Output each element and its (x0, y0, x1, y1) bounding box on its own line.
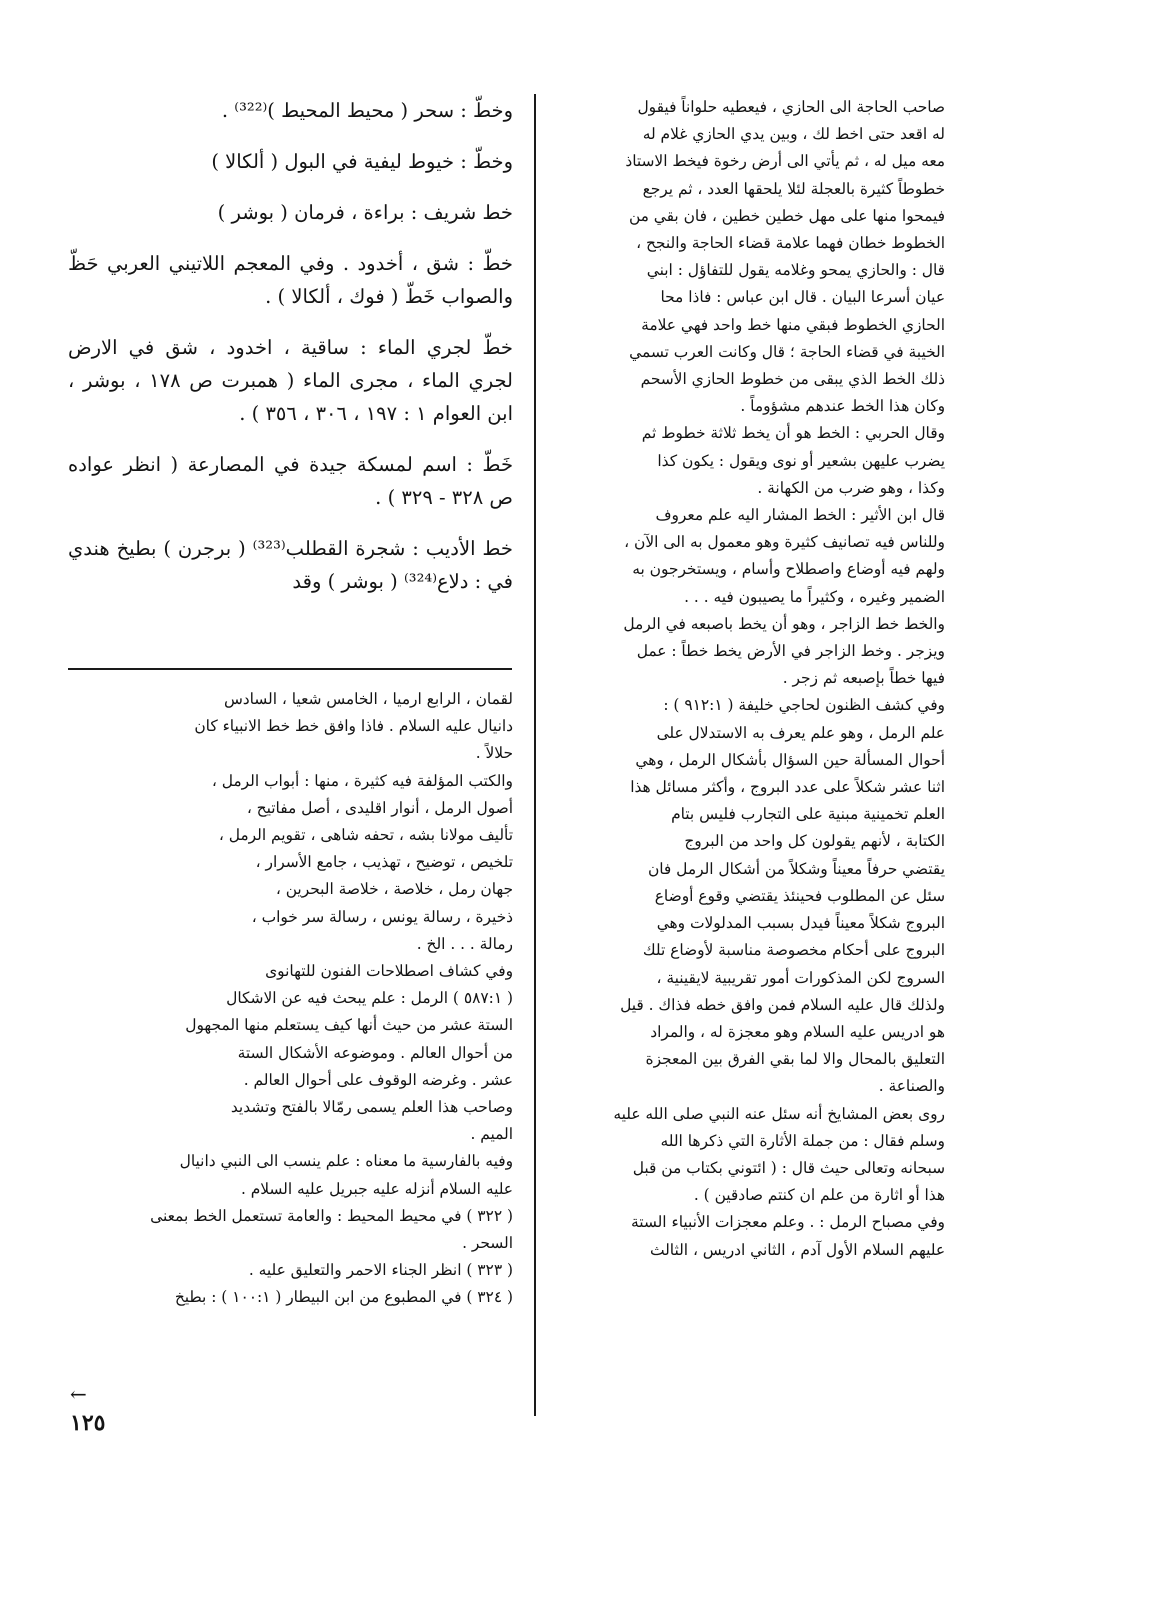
note-line: الستة عشر من حيث أنها كيف يستعلم منها المجهول (185, 1016, 513, 1035)
note-line: وفيه بالفارسية ما معناه : علم ينسب الى النبي دانيال (179, 1152, 513, 1171)
body-line: عيان أسرعا البيان . قال ابن عباس : فاذا محا (660, 288, 945, 307)
body-line: عليهم السلام الأول آدم ، الثاني ادريس ، الثالث (649, 1240, 945, 1259)
body-line: وسلم فقال : من جملة الأثارة التي ذكرها الله (660, 1131, 945, 1150)
note-line: والكتب المؤلفة فيه كثيرة ، منها : أبواب الرمل ، (211, 771, 513, 790)
body-line: وفي كشف الظنون لحاجي خليفة ( ٩١٢:١ ) : (663, 696, 945, 715)
body-line: علم الرمل ، وهو علم يعرف به الاستدلال على (656, 723, 945, 742)
body-line: ويزجر . وخط الزاجر في الأرض يخط خطاً : عمل (636, 642, 945, 661)
column-divider (534, 94, 536, 1416)
body-line: الخطوط خطان فهما علامة قضاء الحاجة والنجح ، (636, 234, 945, 253)
body-line: سبحانه وتعالى حيث قال : ( ائتوني بكتاب من قبل (632, 1158, 945, 1177)
body-line: قال : والحازي يمحو وغلامه يقول للتفاؤل : ابني (646, 261, 945, 280)
body-line: والصناعة . (878, 1077, 945, 1096)
footnote: ( ٣٢٢ ) في محيط المحيط : والعامة تستعمل الخط بمعنى (150, 1206, 513, 1225)
footnote: ( ٣٢٣ ) انظر الجناء الاحمر والتعليق عليه . (248, 1261, 513, 1280)
note-line: تلخيص ، توضيح ، تهذيب ، جامع الأسرار ، (255, 853, 513, 872)
dictionary-entry: وخطّ : سحر ( محيط المحيط )⁽³²²⁾ . (221, 99, 513, 122)
body-line: وقال الحربي : الخط هو أن يخط ثلاثة خطوط ثم (641, 424, 945, 443)
body-line: له اقعد حتى اخط لك ، وبين يدي الحازي غلام له (642, 125, 945, 144)
body-line: والخط خط الزاجر ، وهو أن يخط باصبعه في الرمل (623, 614, 945, 633)
body-line: التعليق بالمحال والا لما بقي الفرق بين المعجزة (645, 1050, 945, 1069)
body-line: يضرب عليهن بشعير أو نوى ويقول : يكون كذا (657, 451, 945, 470)
note-line: وفي كشاف اصطلاحات الفنون للتهانوى (265, 962, 513, 981)
note-line: دانيال عليه السلام . فاذا وافق خط خط الانبياء كان (194, 717, 513, 736)
note-line: ذخيرة ، رسالة يونس ، رسالة سر خواب ، (251, 907, 513, 926)
note-line: الميم . (470, 1125, 513, 1144)
note-line: رمالة . . . الخ . (416, 934, 513, 953)
body-line: وكان هذا الخط عندهم مشؤوماً . (740, 397, 945, 416)
body-line: ولذلك قال عليه السلام فمن وافق خطه فذاك . قيل (620, 995, 945, 1014)
dictionary-entry: خطّ لجري الماء : ساقية ، اخدود ، شق في الارض لجري الماء ، مجرى الماء ( همبرت ص ١٧٨ ، بوشر ، ابن العوام ١ : ١٩٧ ، ٣٠٦ ، ٣٥٦ ) . (68, 336, 513, 425)
body-line: معه ميل له ، ثم يأتي الى أرض رخوة فيخط الاستاذ (625, 152, 945, 171)
body-line: وللناس فيه تصانيف كثيرة وهو معمول به الى الآن ، (624, 533, 945, 552)
body-line: قال ابن الأثير : الخط المشار اليه علم معروف (655, 506, 945, 525)
body-line: أحوال المسألة حين السؤال بأشكال الرمل ، وهي (635, 750, 945, 769)
body-line: الضمير وغيره ، وكثيراً ما يصيبون فيه . . . (684, 587, 945, 606)
body-line: صاحب الحاجة الى الحازي ، فيعطيه حلواناً فيقول (637, 98, 945, 116)
body-line: الحازي الخطوط فبقي منها خط واحد فهي علامة (641, 315, 945, 334)
body-line: وفي مصباح الرمل : . وعلم معجزات الأنبياء الستة (630, 1213, 945, 1232)
body-line: فيها خطاً بإصبعه ثم زجر . (782, 669, 945, 688)
right-column (545, 94, 945, 1264)
left-column (68, 94, 513, 616)
note-line: من أحوال العالم . وموضوعه الأشكال الستة (237, 1043, 513, 1062)
dictionary-entry: خط شريف : براءة ، فرمان ( بوشر ) (217, 201, 513, 224)
body-line: الكتابة ، لأنهم يقولون كل واحد من البروج (684, 832, 945, 851)
body-line: البروج على أحكام مخصوصة مناسبة لأوضاع تلك (642, 941, 945, 960)
continuation-arrow-icon: ← (70, 1382, 87, 1406)
body-line: سئل عن المطلوب فحينئذ يقتضي وقوع أوضاع (654, 886, 945, 905)
note-line: حلالاً . (475, 744, 513, 763)
note-line: جهان رمل ، خلاصة ، خلاصة البحرين ، (275, 880, 513, 899)
body-line: السروج لكن المذكورات أمور تقريبية لايقينية ، (656, 968, 945, 987)
page-number: ١٢٥ (70, 1410, 106, 1436)
footnote: ( ٣٢٤ ) في المطبوع من ابن البيطار ( ١٠٠:١ ) : بطيخ (174, 1288, 513, 1307)
body-line: الخيبة في قضاء الحاجة ؛ قال وكانت العرب تسمي (629, 342, 945, 361)
body-line: يقتضي حرفاً معيناً وشكلاً من أشكال الرمل فان (647, 859, 945, 878)
dictionary-entry: وخطّ : خيوط ليفية في البول ( ألكالا ) (211, 150, 513, 173)
body-line: روى بعض المشايخ أنه سئل عنه النبي صلى الله عليه (613, 1104, 945, 1123)
body-line: خطوطاً كثيرة بالعجلة لئلا يلحقها العدد ، ثم يرجع (642, 179, 945, 198)
body-line: هو ادريس عليه السلام وهو معجزة له ، والمراد (650, 1022, 945, 1041)
footnote-separator (68, 668, 512, 670)
note-line: وصاحب هذا العلم يسمى رمّالا بالفتح وتشديد (230, 1098, 513, 1117)
body-line: فيمحوا منها على مهل خطين خطين ، فان بقي من (628, 206, 945, 225)
note-line: تأليف مولانا بشه ، تحفه شاهى ، تقويم الرمل ، (218, 826, 513, 845)
dictionary-entry: خَطّ : اسم لمسكة جيدة في المصارعة ( انظر عواده ص ٣٢٨ - ٣٢٩ ) . (68, 453, 513, 509)
body-line: البروج شكلاً معيناً فيدل بسبب المدلولات وهي (656, 914, 945, 933)
body-line: اثنا عشر شكلاً على عدد البروج ، وأكثر مسائل هذا (630, 778, 945, 797)
body-line: ذلك الخط الذي يبقى من خطوط الحازي الأسحم (640, 370, 945, 389)
dictionary-entry: خطّ : شق ، أخدود . وفي المعجم اللاتيني العربي حَظّ والصواب خَطّ ( فوك ، ألكالا ) . (68, 252, 513, 308)
note-line: ( ٥٨٧:١ ) الرمل : علم يبحث فيه عن الاشكال (226, 989, 513, 1008)
body-line: العلم تخمينية مبنية على التجارب فليس بتام (671, 805, 945, 824)
body-line: وكذا ، وهو ضرب من الكهانة . (757, 478, 945, 497)
notes-block (68, 686, 513, 1312)
note-line: عليه السلام أنزله عليه جبريل عليه السلام . (240, 1179, 513, 1198)
note-line: أصول الرمل ، أنوار اقليدى ، أصل مفاتيح ، (246, 798, 513, 817)
note-line: لقمان ، الرابع ارميا ، الخامس شعيا ، السادس (223, 690, 513, 708)
footnote: السحر . (462, 1234, 513, 1253)
note-line: عشر . وغرضه الوقوف على أحوال العالم . (243, 1070, 513, 1089)
body-line: ولهم فيه أوضاع واصطلاح وأسام ، ويستخرجون به (632, 560, 945, 579)
dictionary-entry: خط الأديب : شجرة القطلب⁽³²³⁾ ( برجرن ) بطيخ هندي في : دلاع⁽³²⁴⁾ ( بوشر ) وقد (68, 537, 513, 593)
body-line: هذا أو اثارة من علم ان كنتم صادقين ) . (693, 1186, 945, 1205)
